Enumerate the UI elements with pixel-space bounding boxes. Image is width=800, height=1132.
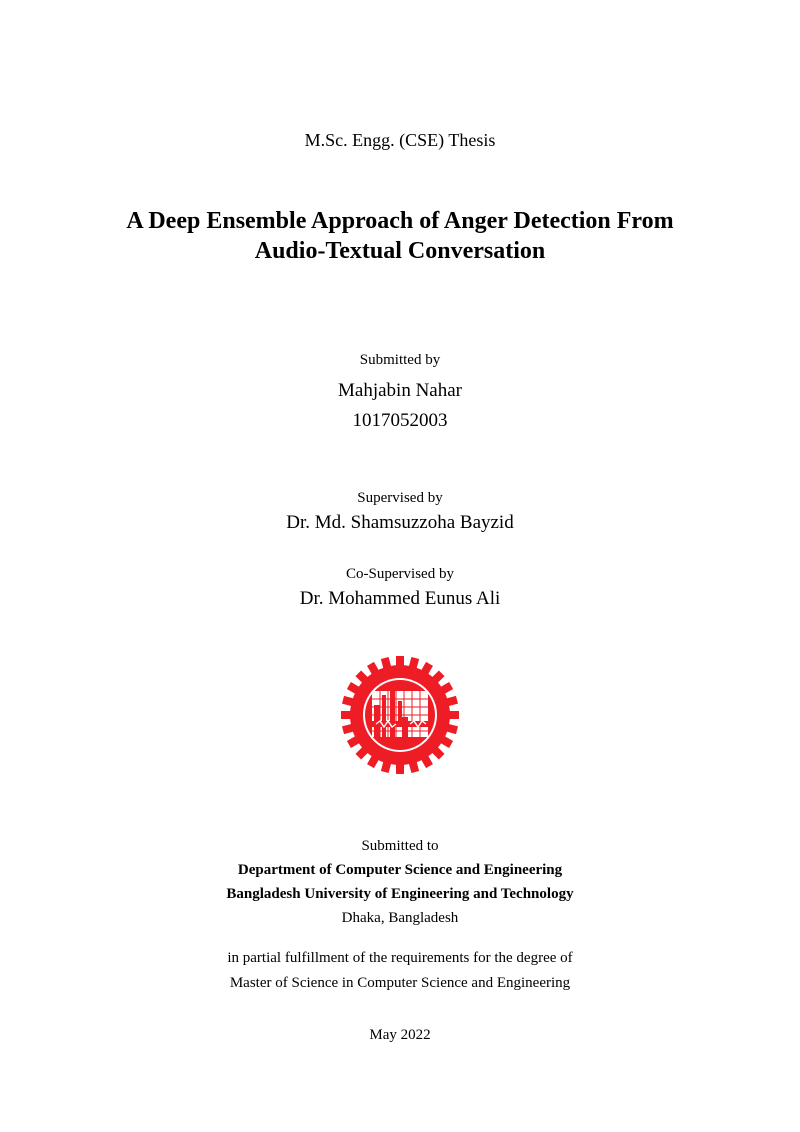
fulfillment-line-2: Master of Science in Computer Science and Engineering: [229, 975, 571, 991]
department-name: Department of Computer Science and Engineering: [237, 862, 563, 878]
university-name: Bangladesh University of Engineering and Technology: [226, 886, 574, 902]
student-id: 1017052003: [352, 410, 448, 431]
submitted-by-label: Submitted by: [359, 352, 441, 368]
co-supervised-by-label: Co-Supervised by: [346, 566, 454, 582]
submitted-to-label: Submitted to: [361, 838, 439, 854]
supervisor-name: Dr. Md. Shamsuzzoha Bayzid: [286, 512, 514, 533]
degree-line: M.Sc. Engg. (CSE) Thesis: [304, 130, 496, 150]
thesis-title-line-1: A Deep Ensemble Approach of Anger Detection From: [126, 208, 674, 234]
thesis-title: [0, 206, 800, 266]
author-name: Mahjabin Nahar: [338, 380, 462, 401]
university-emblem-icon: [340, 655, 460, 775]
university-location: Dhaka, Bangladesh: [341, 910, 459, 926]
fulfillment-line-1: in partial fulfillment of the requirements for the degree of: [227, 950, 573, 966]
supervised-by-label: Supervised by: [357, 490, 443, 506]
co-supervisor-name: Dr. Mohammed Eunus Ali: [299, 588, 501, 609]
submission-date: May 2022: [369, 1027, 431, 1043]
thesis-title-line-2: Audio-Textual Conversation: [254, 238, 546, 264]
